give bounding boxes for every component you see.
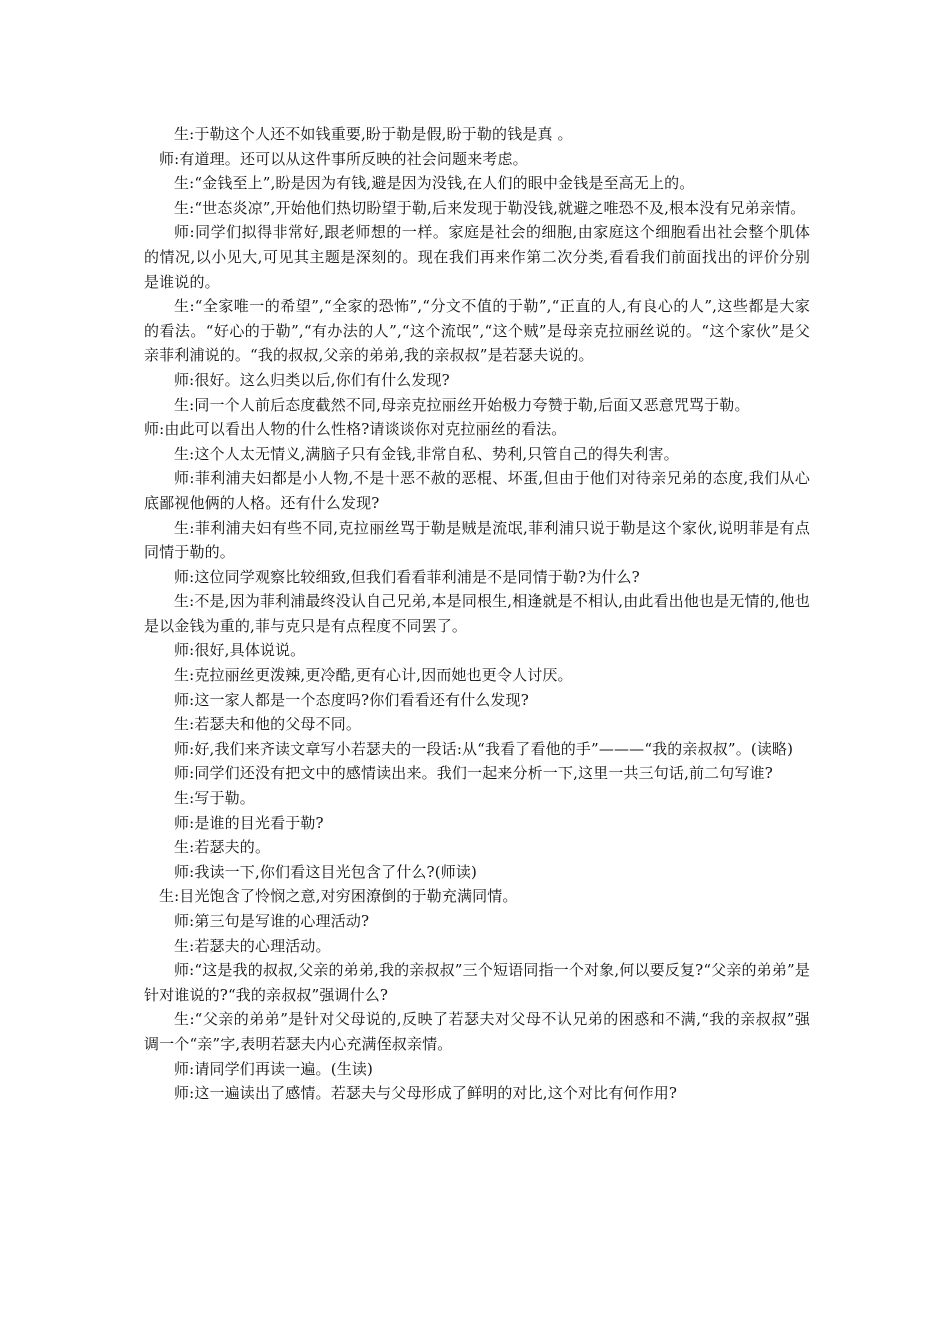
paragraph: 师:由此可以看出人物的什么性格?请谈谈你对克拉丽丝的看法。 (144, 420, 567, 439)
paragraph: 生:这个人太无情义,满脑子只有金钱,非常自私、势利,只管自己的得失利害。 (174, 444, 679, 463)
paragraph: 师:这一家人都是一个态度吗?你们看看还有什么发现? (174, 690, 529, 709)
paragraph: 师:菲利浦夫妇都是小人物,不是十恶不赦的恶棍、坏蛋,但由于他们对待亲兄弟的态度,我们从心底鄙视他俩的人格。还有什么发现? (144, 469, 810, 512)
paragraph: 师:我读一下,你们看这目光包含了什么?(师读) (174, 862, 478, 881)
paragraph: 生:目光饱含了怜悯之意,对穷困潦倒的于勒充满同情。 (159, 887, 518, 906)
paragraph: 师:请同学们再读一遍。(生读) (174, 1059, 374, 1078)
paragraph: 师:同学们拟得非常好,跟老师想的一样。家庭是社会的细胞,由家庭这个细胞看出社会整个肌体的情况,以小见大,可见其主题是深刻的。现在我们再来作第二次分类,看看我们前面找出的评价分别是谁说的。 (144, 223, 810, 291)
paragraph: 师:很好,具体说说。 (174, 641, 306, 660)
document-body (144, 122, 810, 1106)
paragraph: 师:第三句是写谁的心理活动? (174, 912, 370, 930)
paragraph: 生:“金钱至上”,盼是因为有钱,避是因为没钱,在人们的眼中金钱是至高无上的。 (174, 174, 695, 193)
paragraph: 师:“这是我的叔叔,父亲的弟弟,我的亲叔叔”三个短语同指一个对象,何以要反复?“父亲的弟弟”是针对谁说的?“我的亲叔叔”强调什么? (144, 961, 810, 1004)
paragraph: 师:这一遍读出了感情。若瑟夫与父母形成了鲜明的对比,这个对比有何作用? (174, 1084, 678, 1103)
paragraph: 生:菲利浦夫妇有些不同,克拉丽丝骂于勒是贼是流氓,菲利浦只说于勒是这个家伙,说明菲是有点同情于勒的。 (144, 518, 810, 562)
paragraph: 生:若瑟夫和他的父母不同。 (174, 715, 362, 734)
paragraph: 师:有道理。还可以从这件事所反映的社会问题来考虑。 (159, 149, 528, 168)
paragraph: 师:好,我们来齐读文章写小若瑟夫的一段话:从“我看了看他的手”———“我的亲叔叔”。(读略) (174, 739, 794, 758)
paragraph: 生:于勒这个人还不如钱重要,盼于勒是假,盼于勒的钱是真 。 (174, 125, 573, 143)
paragraph: 师:是谁的目光看于勒? (174, 813, 324, 832)
paragraph: 生:“全家唯一的希望”,“全家的恐怖”,“分文不值的于勒”,“正直的人,有良心的人”,这些都是大家的看法。“好心的于勒”,“有办法的人”,“这个流氓”,“这个贼”是母亲克拉丽丝说的。“这个家伙”是父亲菲利浦说的。“我的叔叔,父亲的弟弟,我的亲叔叔”是若瑟夫说的。 (144, 297, 810, 365)
paragraph: 生:克拉丽丝更泼辣,更冷酷,更有心计,因而她也更令人讨厌。 (174, 666, 573, 685)
paragraph: 师:很好。这么归类以后,你们有什么发现? (174, 370, 450, 389)
paragraph: 生:不是,因为菲利浦最终没认自己兄弟,本是同根生,相逢就是不相认,由此看出他也是无情的,他也是以金钱为重的,菲与克只是有点程度不同罢了。 (144, 592, 810, 635)
paragraph: 师:这位同学观察比较细致,但我们看看菲利浦是不是同情于勒?为什么? (174, 567, 640, 586)
paragraph: 生:“世态炎凉”,开始他们热切盼望于勒,后来发现于勒没钱,就避之唯恐不及,根本没有兄弟亲情。 (174, 198, 806, 217)
paragraph: 生:若瑟夫的。 (174, 838, 271, 857)
paragraph: 生:写于勒。 (174, 789, 255, 808)
paragraph: 生:同一个人前后态度截然不同,母亲克拉丽丝开始极力夸赞于勒,后面又恶意咒骂于勒。 (174, 395, 750, 414)
paragraph: 生:若瑟夫的心理活动。 (174, 936, 331, 955)
paragraph: 师:同学们还没有把文中的感情读出来。我们一起来分析一下,这里一共三句话,前二句写谁? (174, 764, 773, 783)
paragraph: 生:“父亲的弟弟”是针对父母说的,反映了若瑟夫对父母不认兄弟的困惑和不满,“我的亲叔叔”强调一个“亲”字,表明若瑟夫内心充满侄叔亲情。 (144, 1010, 810, 1053)
